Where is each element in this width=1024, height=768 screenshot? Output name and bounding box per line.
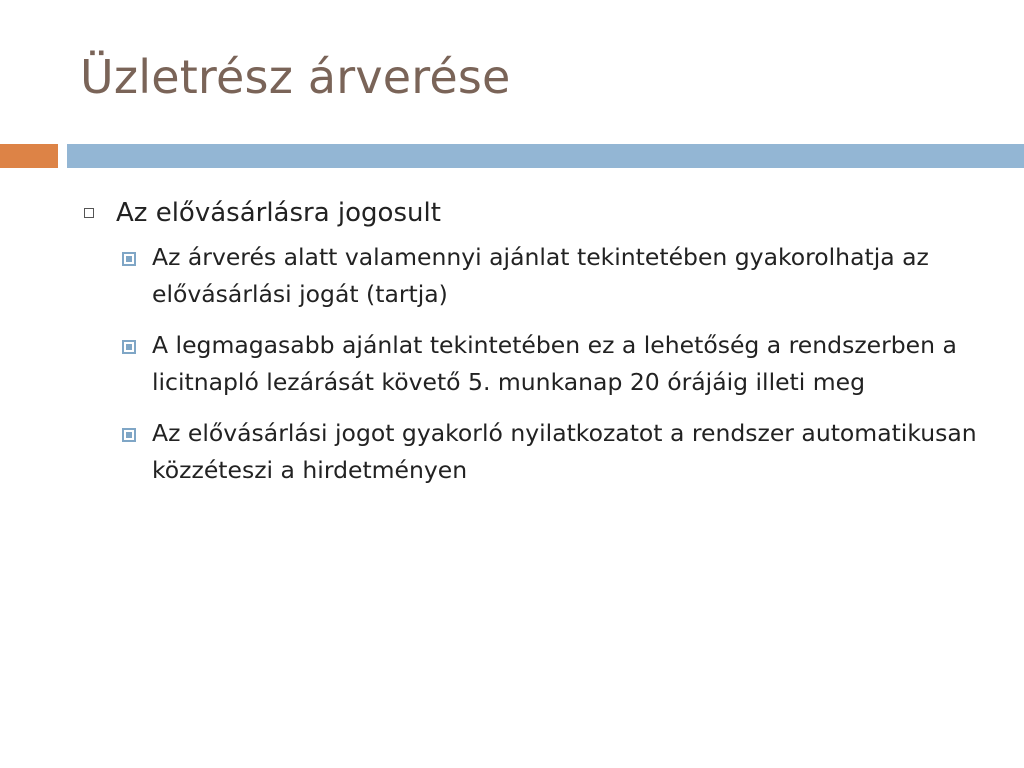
- slide-title: Üzletrész árverése: [80, 50, 511, 104]
- bullet-level-2: [80, 327, 990, 400]
- bullet-level-1: [80, 193, 990, 233]
- bullet-text: Az elővásárlásra jogosult: [116, 198, 441, 228]
- bullet-level-2: [80, 415, 990, 488]
- accent-bar-orange: [0, 144, 58, 168]
- sub-bullet-text: A legmagasabb ajánlat tekintetében ez a lehetőség a rendszerben a licitnapló lezárását követő 5. munkanap 20 órájáig illeti meg: [152, 331, 957, 396]
- filled-square-bullet-icon: [122, 340, 136, 354]
- sub-bullet-text: Az árverés alatt valamennyi ajánlat tekintetében gyakorolhatja az elővásárlási jogát (tartja): [152, 243, 929, 308]
- bullet-level-2: [80, 239, 990, 312]
- filled-square-bullet-icon: [122, 252, 136, 266]
- sub-bullet-text: Az elővásárlási jogot gyakorló nyilatkozatot a rendszer automatikusan közzéteszi a hirdetményen: [152, 419, 977, 484]
- filled-square-bullet-icon: [122, 428, 136, 442]
- hollow-square-bullet-icon: [84, 208, 94, 218]
- slide-content: [80, 193, 990, 503]
- accent-bar-blue: [67, 144, 1024, 168]
